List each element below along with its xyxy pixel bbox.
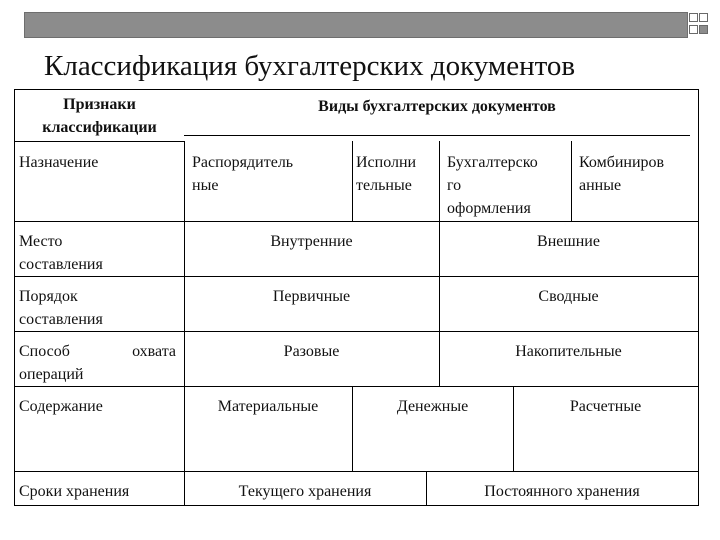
cell-line: анные <box>579 177 622 194</box>
row-divider <box>15 331 698 332</box>
slide-title: Классификация бухгалтерских документов <box>44 50 576 82</box>
cell-line: составления <box>19 311 103 328</box>
column-divider <box>571 141 572 221</box>
cell-purpose-executive <box>356 151 416 197</box>
cell-storage-current: Текущего хранения <box>238 483 372 500</box>
cell-purpose-accounting <box>447 151 538 220</box>
cell-order-primary: Первичные <box>272 288 351 305</box>
row-label-coverage <box>19 340 176 386</box>
row-label-content: Содержание <box>19 398 103 415</box>
header-rule <box>184 135 690 136</box>
cell-line: Порядок <box>19 288 78 305</box>
corner-square-filled <box>699 25 708 34</box>
cell-line: Место <box>19 233 63 250</box>
corner-squares-decoration <box>688 12 710 38</box>
header-signs-line: классификации <box>42 119 157 136</box>
cell-word: охвата <box>132 343 176 360</box>
cell-word: Способ <box>19 343 70 360</box>
cell-line: Исполни <box>356 154 417 171</box>
cell-line <box>19 340 176 363</box>
cell-purpose-administrative <box>192 151 293 197</box>
cell-content-monetary: Денежные <box>396 398 469 415</box>
cell-line: Распорядитель <box>192 154 294 171</box>
header-types: Виды бухгалтерских документов <box>318 98 556 115</box>
corner-square <box>689 25 698 34</box>
row-divider <box>15 276 698 277</box>
corner-square <box>699 13 708 22</box>
header-signs-line: Признаки <box>63 96 136 113</box>
corner-square <box>689 13 698 22</box>
cell-line: операций <box>19 366 84 383</box>
column-divider <box>352 141 353 221</box>
cell-storage-permanent: Постоянного хранения <box>484 483 640 500</box>
row-divider <box>15 471 698 472</box>
row-label-place <box>19 230 103 276</box>
row-divider <box>15 141 184 142</box>
cell-line: оформления <box>447 200 531 217</box>
cell-line: Бухгалтерско <box>447 154 538 171</box>
cell-place-internal: Внутренние <box>270 233 353 250</box>
cell-place-external: Внешние <box>537 233 600 250</box>
row-label-order <box>19 285 103 331</box>
row-label-storage: Сроки хранения <box>19 483 130 500</box>
row-divider <box>15 221 698 222</box>
cell-content-settlement: Расчетные <box>569 398 642 415</box>
cell-content-material: Материальные <box>217 398 319 415</box>
cell-line: составления <box>19 256 103 273</box>
classification-table <box>14 89 699 506</box>
header-signs <box>17 93 182 139</box>
row-label-purpose: Назначение <box>19 154 99 171</box>
row-divider <box>15 386 698 387</box>
cell-purpose-combined <box>579 151 664 197</box>
label-column-divider <box>184 141 185 505</box>
cell-line: го <box>447 177 462 194</box>
cell-coverage-single: Разовые <box>283 343 340 360</box>
cell-line: Комбиниров <box>579 154 665 171</box>
cell-line: ные <box>192 177 219 194</box>
cell-order-summary: Сводные <box>538 288 599 305</box>
cell-line: тельные <box>356 177 412 194</box>
slide-top-bar <box>24 12 688 38</box>
cell-coverage-cumulative: Накопительные <box>515 343 622 360</box>
